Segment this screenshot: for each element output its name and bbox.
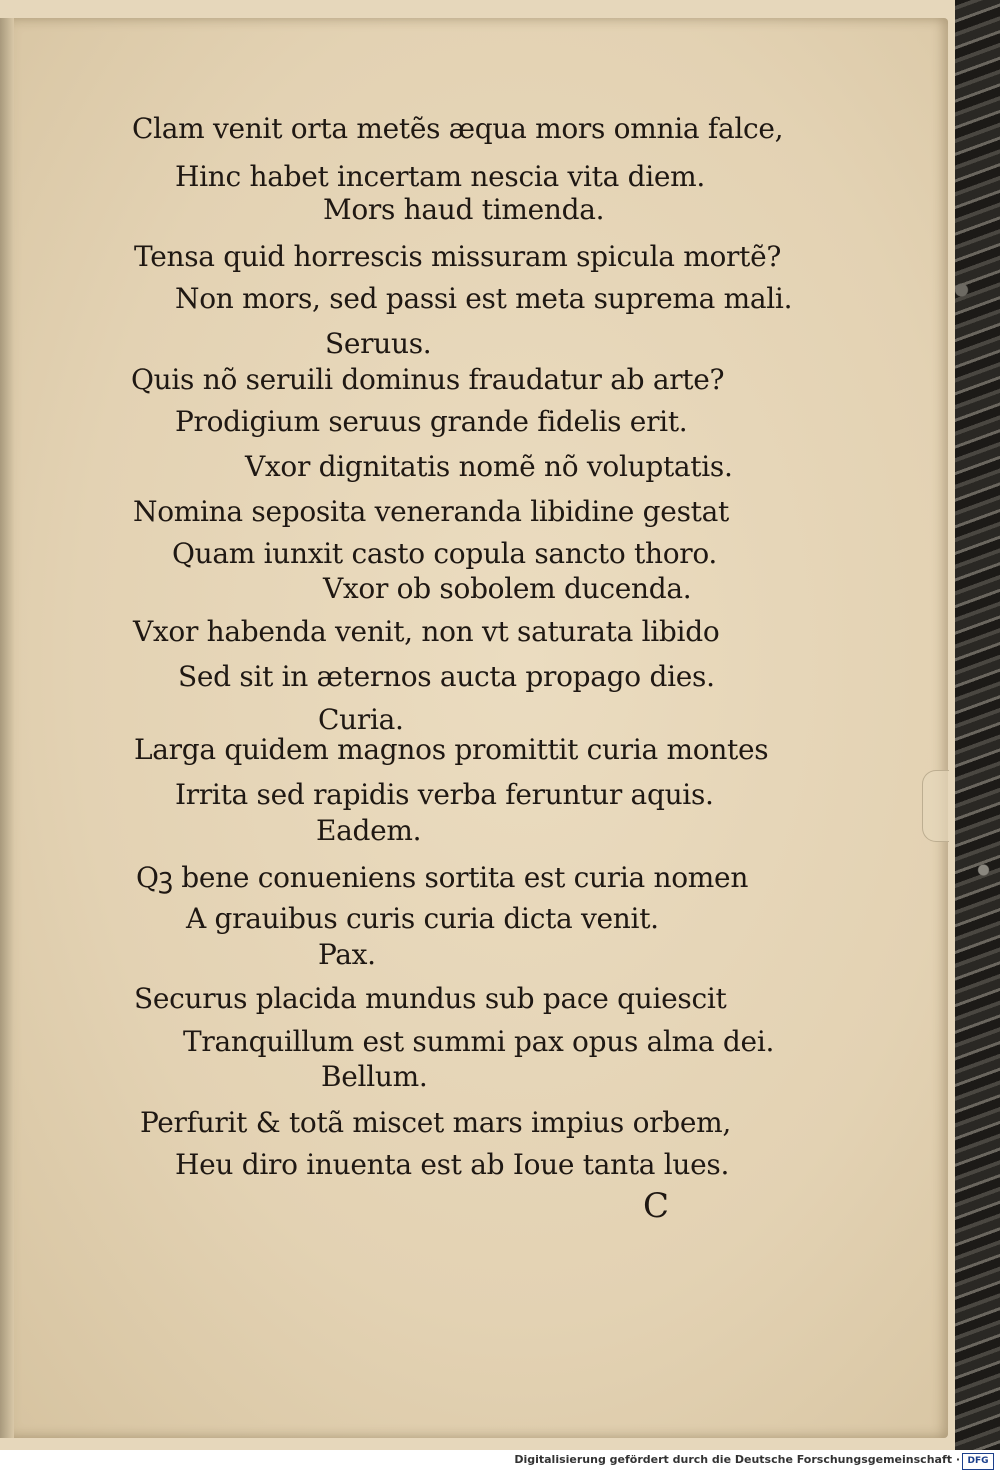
section-heading: Mors haud timenda.	[323, 193, 605, 226]
verse-line: Vxor habenda venit, non vt saturata libido	[133, 615, 720, 648]
page-gutter	[0, 18, 14, 1438]
verse-line: Non mors, sed passi est meta suprema mali.	[175, 282, 793, 315]
verse-line: Tensa quid horrescis missuram spicula mortẽ?	[134, 240, 782, 273]
verse-line: Larga quidem magnos promittit curia montes	[134, 733, 769, 766]
verse-line: Securus placida mundus sub pace quiescit	[134, 982, 727, 1015]
signature-mark: C	[643, 1186, 670, 1226]
verse-line: Tranquillum est summi pax opus alma dei.	[183, 1025, 775, 1058]
verse-line: Heu diro inuenta est ab Ioue tanta lues.	[175, 1148, 730, 1181]
footer-credit: Digitalisierung gefördert durch die Deutsche Forschungsgemeinschaft ·	[514, 1453, 960, 1466]
section-heading: Vxor ob sobolem ducenda.	[323, 572, 692, 605]
footer-bar	[0, 1450, 1000, 1472]
section-heading: Vxor dignitatis nomẽ nõ voluptatis.	[245, 450, 733, 483]
verse-line: Quis nõ seruili dominus fraudatur ab arte?	[131, 363, 725, 396]
section-heading: Eadem.	[316, 814, 422, 847]
verse-line: A grauibus curis curia dicta venit.	[186, 902, 659, 935]
book-page	[0, 18, 948, 1438]
section-heading: Curia.	[318, 703, 404, 736]
verse-line: Prodigium seruus grande fidelis erit.	[175, 405, 688, 438]
page-clip	[922, 770, 949, 842]
verse-line: Irrita sed rapidis verba feruntur aquis.	[175, 778, 714, 811]
verse-line: Sed sit in æternos aucta propago dies.	[178, 660, 715, 693]
section-heading: Bellum.	[321, 1060, 428, 1093]
section-heading: Pax.	[318, 938, 376, 971]
verse-line: Perfurit & totã miscet mars impius orbem,	[140, 1106, 731, 1139]
section-heading: Seruus.	[325, 327, 432, 360]
verse-line: Quam iunxit casto copula sancto thoro.	[172, 537, 718, 570]
verse-line: Nomina seposita veneranda libidine gestat	[133, 495, 729, 528]
verse-line: Qꝫ bene conueniens sortita est curia nomen	[136, 861, 749, 894]
verse-line: Hinc habet incertam nescia vita diem.	[175, 160, 706, 193]
dfg-logo-icon: DFG	[962, 1453, 994, 1470]
verse-line: Clam venit orta metẽs æqua mors omnia falce,	[132, 112, 784, 145]
